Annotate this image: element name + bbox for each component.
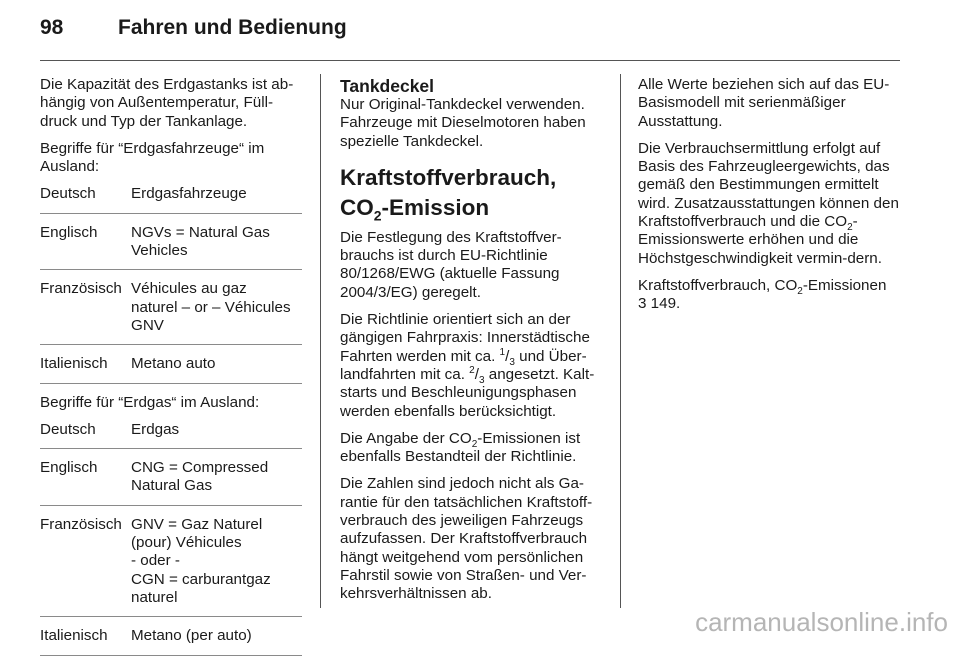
translation-line: naturel – or – Véhicules [131,298,291,316]
translation-line: - oder - [131,552,180,570]
term-translation [131,459,302,496]
language-term: Französisch [40,280,122,298]
translation-line: (pour) Véhicules [131,534,242,552]
translation-line: Erdgas [131,420,180,438]
column-2 [340,76,605,613]
fraction-numerator: 1 [499,346,506,358]
language-term: Englisch [40,223,98,241]
heading-subscript: 2 [373,207,382,224]
terms-table-vehicles [40,185,302,383]
table-row [40,355,302,383]
text-run: Kraftstoffverbrauch, CO [638,276,798,294]
table-row [40,627,302,655]
subscript: 2 [847,222,853,234]
translation-line: naturel [131,588,178,606]
terms-heading-gas: Begriffe für “Erdgas“ im Ausland: [40,393,260,411]
term-translation [131,355,302,373]
term-translation [131,516,302,607]
language-term: Deutsch [40,420,96,438]
terms-heading-vehicles: Begriffe für “Erdgasfahrzeuge“ im Ausland: [40,139,265,176]
terms-table-gas [40,421,302,656]
term-translation [131,224,302,261]
text-run: und Über-landfahrten mit ca. [340,347,587,383]
column-divider-2 [620,74,621,608]
text-run: -Emissionen [802,276,887,294]
tankdeckel-paragraph: Nur Original-Tankdeckel verwenden. Fahrzeuge mit Dieselmotoren haben spezielle Tankdeckel. [340,96,586,150]
heading-emission: -Emission [381,194,490,220]
table-row [40,459,302,506]
text-run: Die Angabe der CO [340,429,472,447]
subscript: 2 [471,438,478,450]
co2-paragraph [340,430,605,467]
translation-line: Natural Gas [131,477,213,495]
table-row [40,185,302,213]
driving-practice-paragraph: Die Richtlinie orientiert sich an der gängigen Fahrpraxis: Innerstädtische Fahrten werden mit ca. $^1/_3$ und Über-landfahrten mit ca. $^2/_3$ angesetzt. Kalt-starts und Beschleunigungsphasen werden ebenfalls berücksichtigt. [340,311,595,420]
translation-line: Metano (per auto) [131,627,252,645]
translation-line: Erdgasfahrzeuge [131,185,247,203]
text-run: angesetzt. Kalt-starts und Beschleunigungsphasen werden ebenfalls berücksichtigt. [340,365,595,420]
text-run: Die Verbrauchsermittlung erfolgt auf Basis des Fahrzeugleergewichts, das gemäß den Bestimmungen ermittelt wird. Zusatzausstattungen können den Kraftstoffverbrauch und die CO [638,139,899,231]
column-1 [40,76,302,666]
page-number: 98 [40,16,64,39]
fraction-denominator: 3 [478,375,485,386]
table-row [40,224,302,271]
table-row [40,280,302,345]
page-reference-link[interactable] [638,295,680,312]
language-term: Italienisch [40,627,108,645]
reference-page: 149. [646,295,681,313]
term-translation [131,627,302,645]
text-run: -Emissionswerte erhöhen und die Höchstgeschwindigkeit vermin-dern. [638,213,882,267]
header-rule [40,60,900,61]
language-term: Deutsch [40,185,96,203]
language-term: Englisch [40,459,98,477]
translation-line: Metano auto [131,355,216,373]
language-term: Französisch [40,515,122,533]
subscript: 2 [797,286,803,297]
guarantee-paragraph: Die Zahlen sind jedoch nicht als Ga-rantie für den tatsächlichen Kraftstoff-verbrauch des jeweiligen Fahrzeugs aufzufassen. Der Kraftstoffverbrauch hängt weitgehend vom persönlichen Fahrstil sowie von Straßen- und Ver-kehrsverhältnissen ab. [340,475,593,603]
fraction-denominator: 3 [509,356,515,368]
translation-line: GNV = Gaz Naturel [131,515,263,533]
base-model-paragraph: Alle Werte beziehen sich auf das EU-Basismodell mit serienmäßiger Ausstattung. [638,76,890,130]
column-3 [638,76,904,323]
translation-line: Véhicules au gaz [131,280,247,298]
directive-paragraph: Die Festlegung des Kraftstoffver-brauchs ist durch EU-Richtlinie 80/1268/EWG (aktuelle Fassung 2004/3/EG) geregelt. [340,228,562,301]
term-translation [131,280,302,335]
column-divider-1 [320,74,321,608]
term-translation [131,421,302,439]
page-title: Fahren und Bedienung [118,16,347,39]
translation-line: Vehicles [131,242,188,260]
heading-co: CO [340,194,374,220]
reference-arrow-icon: 3 [638,295,647,313]
watermark: carmanualsonline.info [695,607,948,637]
language-term: Italienisch [40,355,108,373]
section-heading-fuel-consumption [340,163,605,223]
cross-reference-paragraph [638,277,904,314]
table-row [40,421,302,449]
tank-capacity-paragraph: Die Kapazität des Erdgastanks ist ab-hängig von Außentemperatur, Füll-druck und Typ der Tankanlage. [40,76,294,130]
fraction-numerator: 2 [469,364,475,376]
table-row [40,516,302,617]
text-run: Die Richtlinie orientiert sich an der gängigen Fahrpraxis: Innerstädtische Fahrten werden mit ca. [340,311,590,365]
text-run: -Emissionen ist ebenfalls Bestandteil der Richtlinie. [340,429,581,466]
translation-line: CNG = Compressed [131,459,269,477]
heading-line-1: Kraftstoffverbrauch, [340,164,557,190]
translation-line: GNV [131,316,164,334]
term-translation [131,185,302,203]
measurement-paragraph [638,140,904,268]
translation-line: CGN = carburantgaz [131,570,271,588]
section-heading-tankdeckel: Tankdeckel [340,76,435,96]
translation-line: NGVs = Natural Gas [131,223,270,241]
